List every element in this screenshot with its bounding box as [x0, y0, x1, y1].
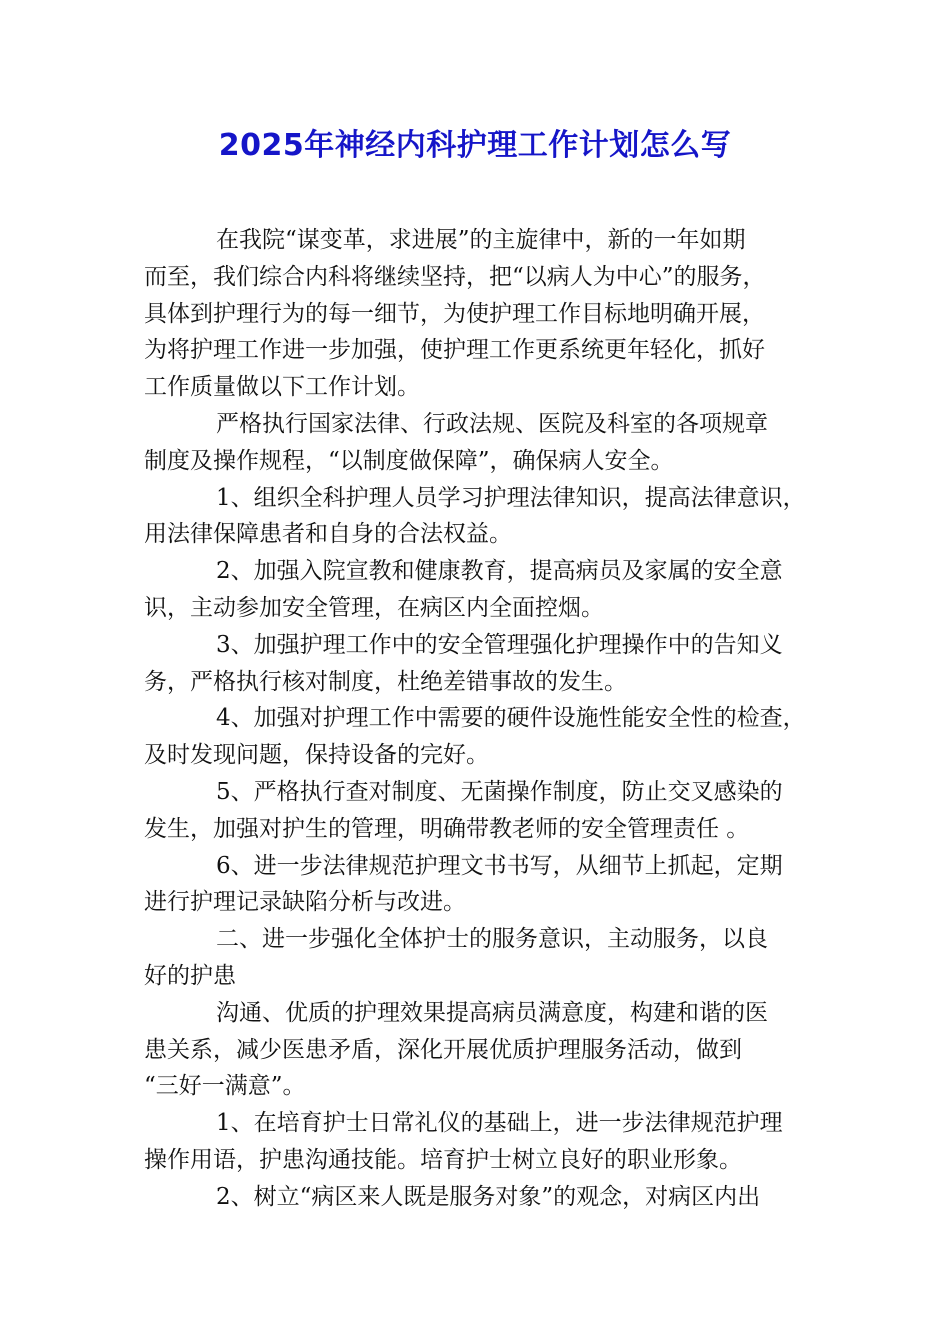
document-title: 2025年神经内科护理工作计划怎么写 [218, 128, 732, 163]
paragraph-line: 识，主动参加安全管理，在病区内全面控烟。 [144, 594, 604, 621]
document-body [144, 222, 816, 1216]
paragraph-line: “三好一满意”。 [144, 1073, 306, 1100]
paragraph-line: 1、在培育护士日常礼仪的基础上，进一步法律规范护理 [216, 1110, 783, 1137]
paragraph-line: 2、树立“病区来人既是服务对象”的观念，对病区内出 [216, 1183, 761, 1210]
paragraph-line: 3、加强护理工作中的安全管理强化护理操作中的告知义 [216, 631, 783, 658]
paragraph-line: 1、组织全科护理人员学习护理法律知识，提高法律意识， [216, 484, 806, 511]
paragraph-line: 二、进一步强化全体护士的服务意识，主动服务，以良 [216, 926, 768, 953]
paragraph-line: 工作质量做以下工作计划。 [144, 374, 420, 401]
paragraph-line: 好的护患 [144, 962, 236, 989]
paragraph-line: 在我院“谋变革，求进展”的主旋律中，新的一年如期 [216, 227, 746, 253]
paragraph-line: 制度及操作规程，“以制度做保障”，确保病人安全。 [144, 447, 674, 474]
paragraph-line: 进行护理记录缺陷分析与改进。 [144, 889, 466, 916]
paragraph-line: 5、严格执行查对制度、无菌操作制度，防止交叉感染的 [216, 778, 783, 805]
paragraph-line: 4、加强对护理工作中需要的硬件设施性能安全性的检查， [216, 705, 806, 732]
paragraph-line: 严格执行国家法律、行政法规、医院及科室的各项规章 [216, 410, 768, 437]
paragraph-line: 用法律保障患者和自身的合法权益。 [144, 521, 512, 548]
paragraph-line: 2、加强入院宣教和健康教育，提高病员及家属的安全意 [216, 558, 783, 585]
paragraph-line: 及时发现问题，保持设备的完好。 [144, 742, 489, 769]
paragraph-line: 操作用语，护患沟通技能。培育护士树立良好的职业形象。 [144, 1146, 742, 1173]
paragraph-line: 6、进一步法律规范护理文书书写，从细节上抓起，定期 [216, 852, 783, 879]
paragraph-line: 患关系，减少医患矛盾，深化开展优质护理服务活动，做到 [144, 1036, 742, 1063]
paragraph-line: 发生，加强对护生的管理，明确带教老师的安全管理责任 。 [144, 815, 750, 842]
paragraph-line: 而至，我们综合内科将继续坚持，把“以病人为中心”的服务， [144, 263, 766, 290]
paragraph-line: 沟通、优质的护理效果提高病员满意度，构建和谐的医 [216, 999, 768, 1026]
paragraph-line: 具体到护理行为的每一细节，为使护理工作目标地明确开展， [144, 300, 765, 327]
paragraph-line: 务，严格执行核对制度，杜绝差错事故的发生。 [144, 668, 627, 695]
paragraph-line: 为将护理工作进一步加强，使护理工作更系统更年轻化，抓好 [144, 337, 765, 364]
